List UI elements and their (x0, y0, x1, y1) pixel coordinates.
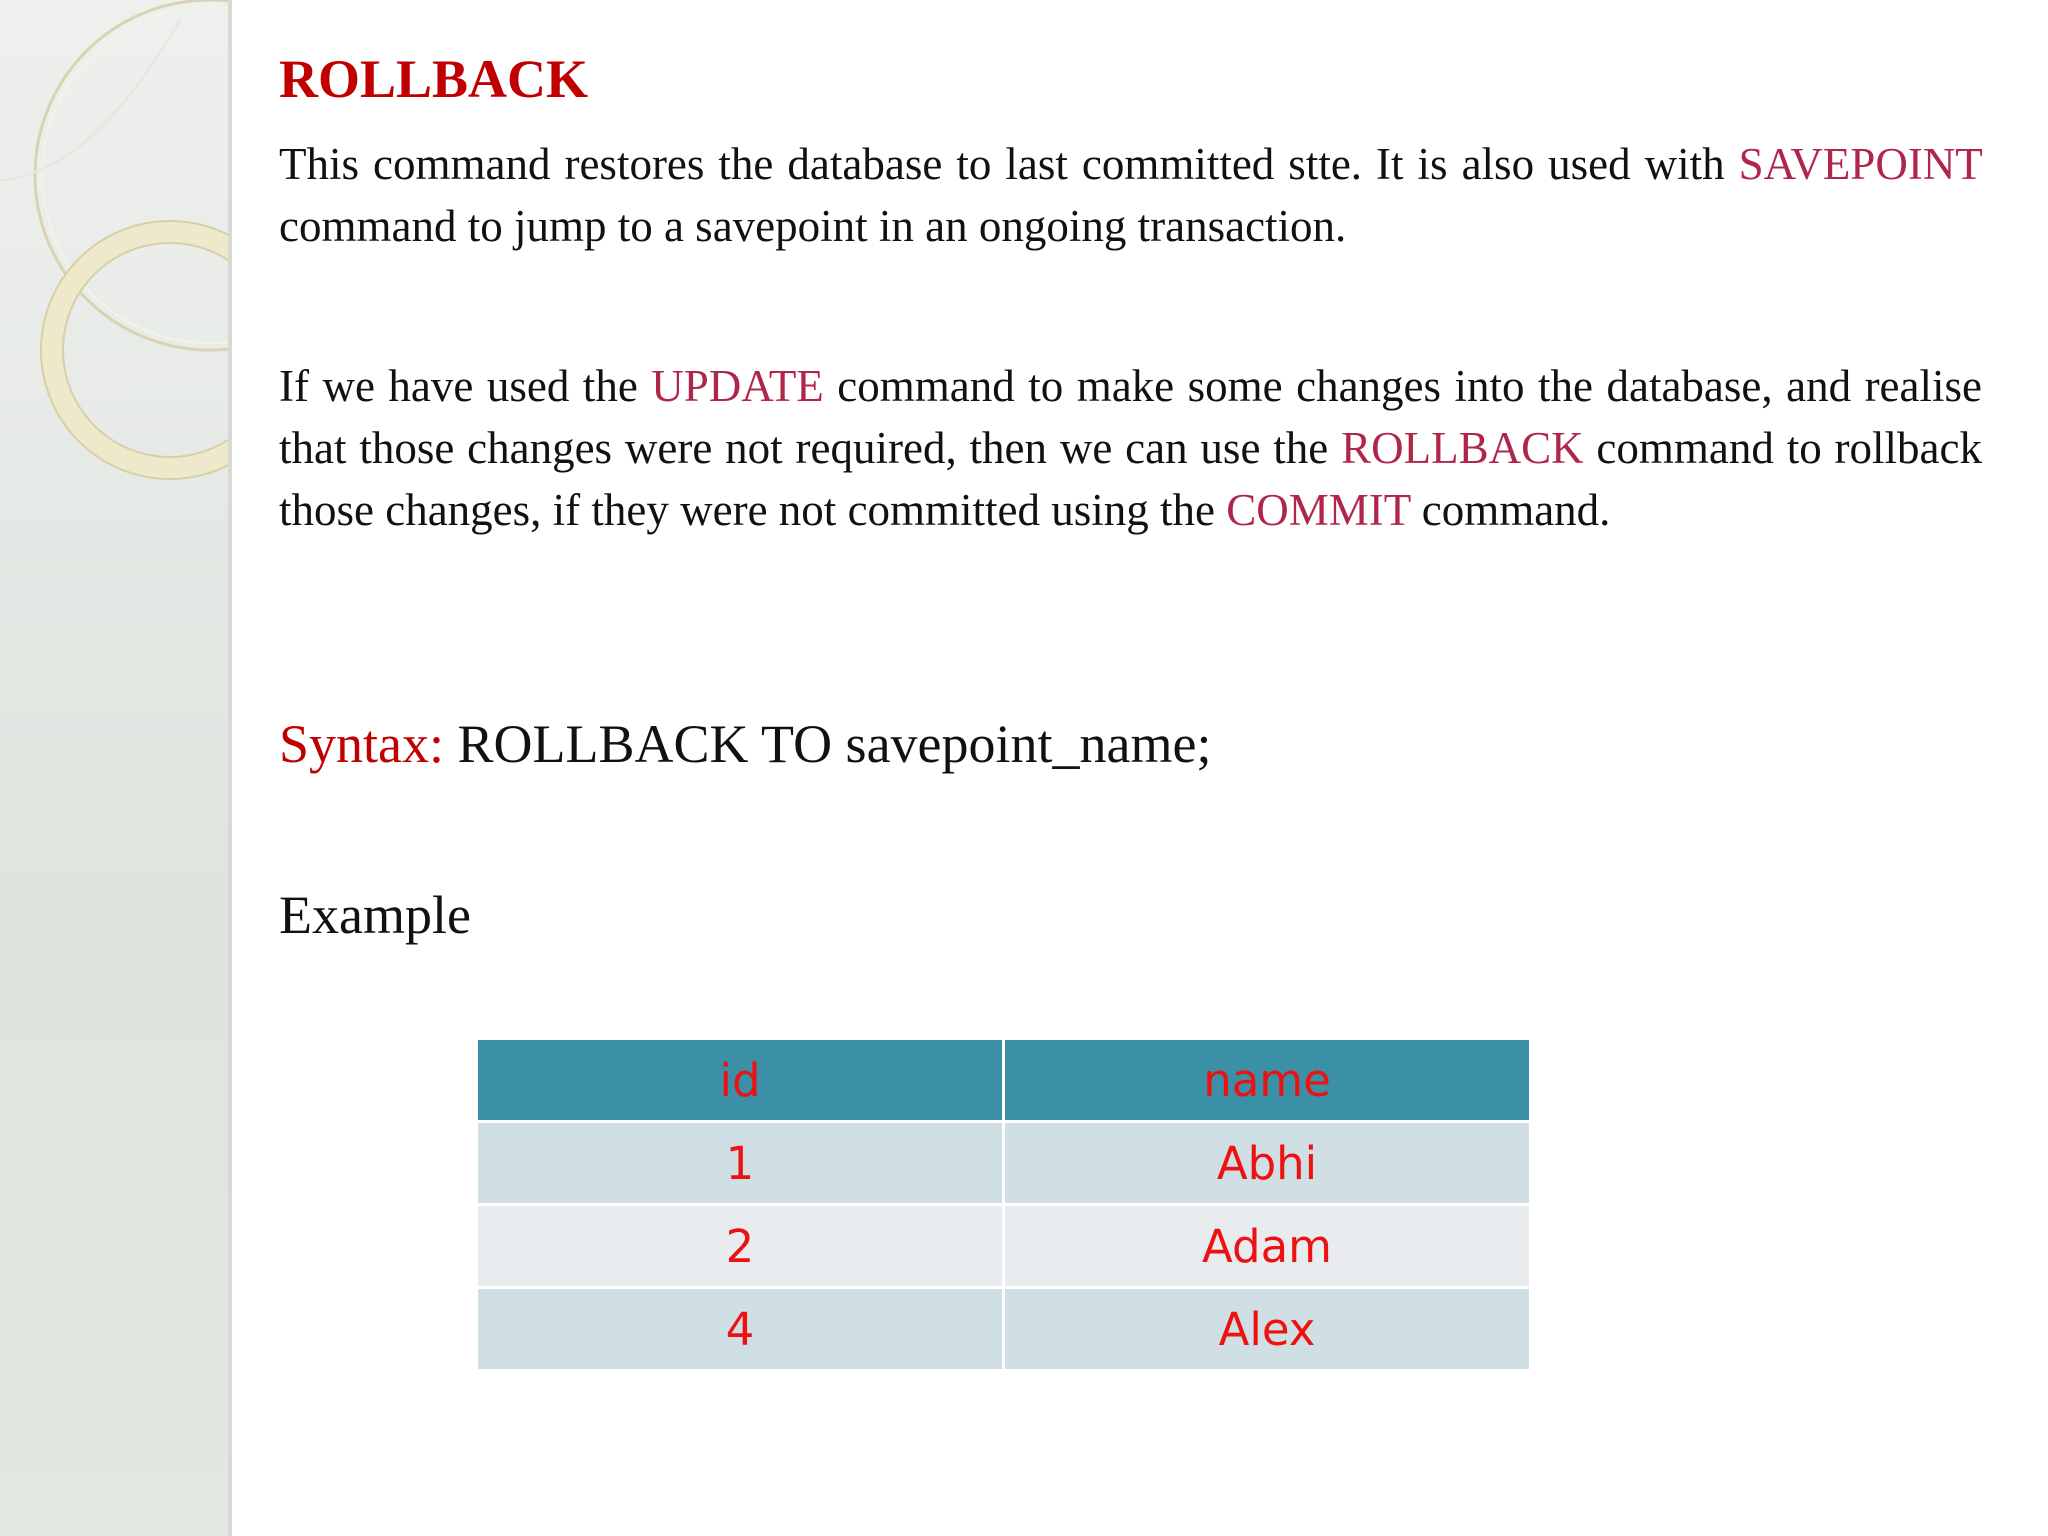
paragraph-text: command to jump to a savepoint in an ongoing transaction. (279, 201, 1347, 251)
rollback-keyword: ROLLBACK (1341, 423, 1584, 473)
table-cell-name: Alex (1005, 1289, 1529, 1369)
paragraph-text: command to make some changes into the database, and realise that those changes were not required, then we can use the (279, 361, 1982, 473)
decorative-sidebar (0, 0, 232, 1536)
table-cell-id: 4 (478, 1289, 1002, 1369)
update-keyword: UPDATE (651, 361, 824, 411)
decorative-rings (0, 0, 228, 1536)
column-header-id: id (478, 1040, 1002, 1120)
syntax-code: ROLLBACK TO savepoint_name; (444, 714, 1212, 774)
table-cell-id: 2 (478, 1206, 1002, 1286)
table-row (478, 1289, 1529, 1369)
rollback-description (279, 133, 1982, 257)
table-header-row (478, 1040, 1529, 1120)
paragraph-text: command to rollback those changes, if they were not committed using the (279, 423, 1982, 535)
slide-heading: ROLLBACK (279, 49, 589, 109)
savepoint-keyword: SAVEPOINT (1738, 139, 1982, 189)
example-label: Example (279, 885, 471, 945)
column-header-name: name (1005, 1040, 1529, 1120)
rollback-usage-description (279, 355, 1982, 541)
table-cell-id: 1 (478, 1123, 1002, 1203)
paragraph-text: If we have used the (279, 361, 652, 411)
table-row (478, 1123, 1529, 1203)
table-cell-name: Abhi (1005, 1123, 1529, 1203)
syntax-line (279, 713, 1211, 775)
paragraph-text: command. (1410, 485, 1611, 535)
paragraph-text: This command restores the database to last committed stte. It is also used with (279, 139, 1739, 189)
example-table (475, 1037, 1532, 1372)
table-row (478, 1206, 1529, 1286)
commit-keyword: COMMIT (1226, 485, 1411, 535)
table-cell-name: Adam (1005, 1206, 1529, 1286)
syntax-label: Syntax: (279, 714, 445, 774)
